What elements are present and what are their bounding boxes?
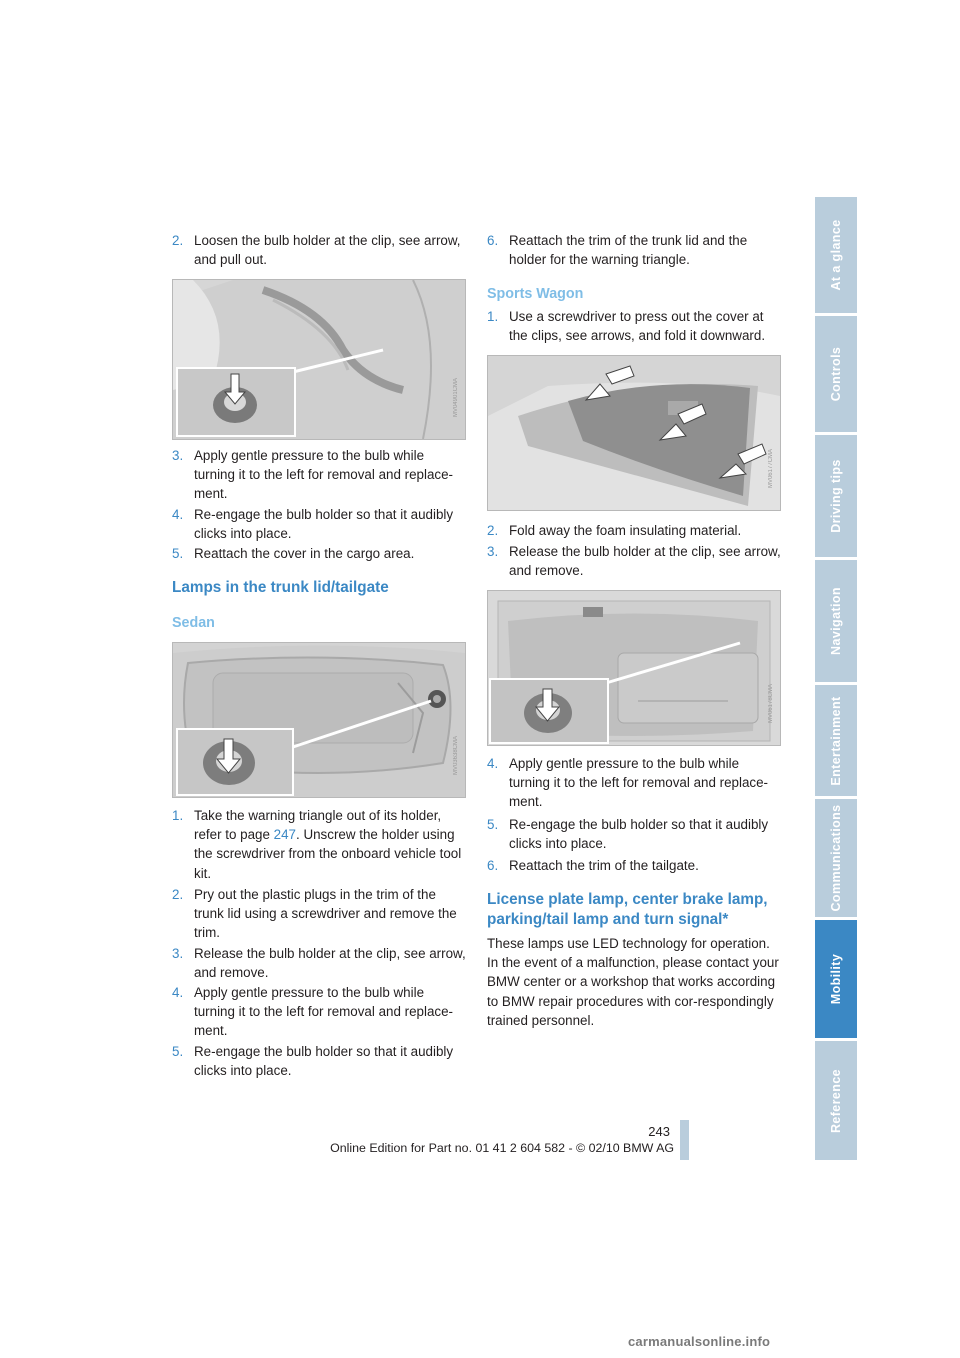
step-4-apply-pressure xyxy=(487,754,781,812)
tab-communications[interactable] xyxy=(815,799,857,917)
step-text: Reattach the trim of the trunk lid and the holder for the warning triangle. xyxy=(509,233,748,268)
step-text: Fold away the foam insulating material. xyxy=(509,523,742,538)
tab-label: Navigation xyxy=(829,587,843,655)
led-paragraph: These lamps use LED technology for operation. In the event of a malfunction, please contact your BMW center or a workshop that works according to BMW repair procedures with cor-respondingly trained personnel. xyxy=(487,936,779,1028)
tab-reference[interactable] xyxy=(815,1041,857,1160)
tab-controls[interactable] xyxy=(815,316,857,432)
step-6-reattach-trim xyxy=(487,231,781,269)
step-3-release-holder xyxy=(487,542,781,580)
step-4-apply-pressure xyxy=(172,983,466,1041)
figure-cargo-area-bulb-holder xyxy=(172,279,466,440)
watermark: carmanualsonline.info xyxy=(628,1334,771,1349)
tab-navigation[interactable] xyxy=(815,560,857,682)
step-5-reengage xyxy=(487,815,781,853)
page-marker-bar xyxy=(680,1120,689,1160)
step-number: 5. xyxy=(172,1044,184,1059)
step-number: 5. xyxy=(487,817,499,832)
step-number: 2. xyxy=(487,523,499,538)
step-number: 4. xyxy=(487,756,499,771)
step-text: Use a screwdriver to press out the cover at the clips, see arrows, and fold it downward. xyxy=(509,309,766,344)
step-number: 1. xyxy=(487,309,499,324)
figure-tailgate-cover-clips xyxy=(487,355,781,511)
tab-driving-tips[interactable] xyxy=(815,435,857,557)
step-2-pry-plugs xyxy=(172,885,466,943)
step-text: Loosen the bulb holder at the clip, see arrow, and pull out. xyxy=(194,233,461,268)
tab-label: Controls xyxy=(829,346,843,402)
page-reference-link[interactable]: 247 xyxy=(273,827,296,843)
tab-at-a-glance[interactable] xyxy=(815,197,857,313)
figure-sedan-trunk-lid xyxy=(172,642,466,798)
section-heading-led-lamps: License plate lamp, center brake lamp, parking/tail lamp and turn signal* xyxy=(487,891,768,928)
step-number: 3. xyxy=(487,544,499,559)
tab-label: Mobility xyxy=(829,953,843,1005)
step-6-reattach-tailgate-trim xyxy=(487,856,781,875)
step-4-reengage xyxy=(172,505,466,543)
section-heading-trunk-lamps: Lamps in the trunk lid/tailgate xyxy=(172,579,389,596)
footer-edition-note: Online Edition for Part no. 01 41 2 604 582 - © 02/10 BMW AG xyxy=(330,1141,674,1155)
step-number: 3. xyxy=(172,448,184,463)
tab-entertainment[interactable] xyxy=(815,685,857,796)
step-text: Pry out the plastic plugs in the trim of the trunk lid using a screwdriver and remove the trim. xyxy=(194,887,457,941)
figure-code: MV03638CMA xyxy=(453,735,459,775)
tab-label: Driving tips xyxy=(829,459,843,533)
step-text: Re-engage the bulb holder so that it audibly clicks into place. xyxy=(194,507,454,542)
step-text: Release the bulb holder at the clip, see arrow, and remove. xyxy=(509,544,781,579)
page-number: 243 xyxy=(648,1124,670,1139)
subheading-sedan: Sedan xyxy=(172,615,215,631)
figure-code: MV06178CMA xyxy=(768,683,774,723)
step-text: Reattach the cover in the cargo area. xyxy=(194,546,415,561)
step-2-loosen-holder xyxy=(172,231,466,269)
figure-tailgate-bulb-holder xyxy=(487,590,781,746)
step-text: Re-engage the bulb holder so that it audibly clicks into place. xyxy=(509,817,769,852)
step-2-fold-foam xyxy=(487,521,781,540)
step-number: 2. xyxy=(172,233,184,248)
step-number: 3. xyxy=(172,946,184,961)
step-number: 2. xyxy=(172,887,184,902)
step-number: 6. xyxy=(487,233,499,248)
subheading-sports-wagon: Sports Wagon xyxy=(487,286,584,302)
tab-label: At a glance xyxy=(829,219,843,291)
step-1-warning-triangle xyxy=(172,806,466,883)
step-text: Apply gentle pressure to the bulb while turning it to the left for removal and replace-ment. xyxy=(194,985,454,1039)
step-3-apply-pressure xyxy=(172,446,466,504)
step-number: 4. xyxy=(172,507,184,522)
step-text-continued: . Unscrew the holder using the screwdriver from the onboard vehicle tool kit. xyxy=(194,827,462,881)
step-1-press-cover xyxy=(487,307,781,345)
step-text: Apply gentle pressure to the bulb while turning it to the left for removal and replace-ment. xyxy=(509,756,769,810)
step-text: Reattach the trim of the tailgate. xyxy=(509,858,699,873)
step-text: Re-engage the bulb holder so that it audibly clicks into place. xyxy=(194,1044,454,1079)
step-number: 6. xyxy=(487,858,499,873)
tab-label: Communications xyxy=(829,804,843,912)
step-3-release-holder xyxy=(172,944,466,982)
step-5-reattach-cover xyxy=(172,544,466,563)
step-number: 4. xyxy=(172,985,184,1000)
step-text: Apply gentle pressure to the bulb while turning it to the left for removal and replace-ment. xyxy=(194,448,454,502)
figure-code: MV04901CMA xyxy=(453,377,459,417)
step-5-reengage xyxy=(172,1042,466,1080)
tab-label: Reference xyxy=(829,1068,843,1133)
tab-mobility[interactable] xyxy=(815,920,857,1038)
figure-code: MV06177CMA xyxy=(768,448,774,488)
step-text: Take the warning triangle out of its holder, refer to page xyxy=(194,808,442,843)
step-number: 5. xyxy=(172,546,184,561)
step-number: 1. xyxy=(172,808,184,823)
step-text: Release the bulb holder at the clip, see arrow, and remove. xyxy=(194,946,466,981)
tab-label: Entertainment xyxy=(829,695,843,786)
